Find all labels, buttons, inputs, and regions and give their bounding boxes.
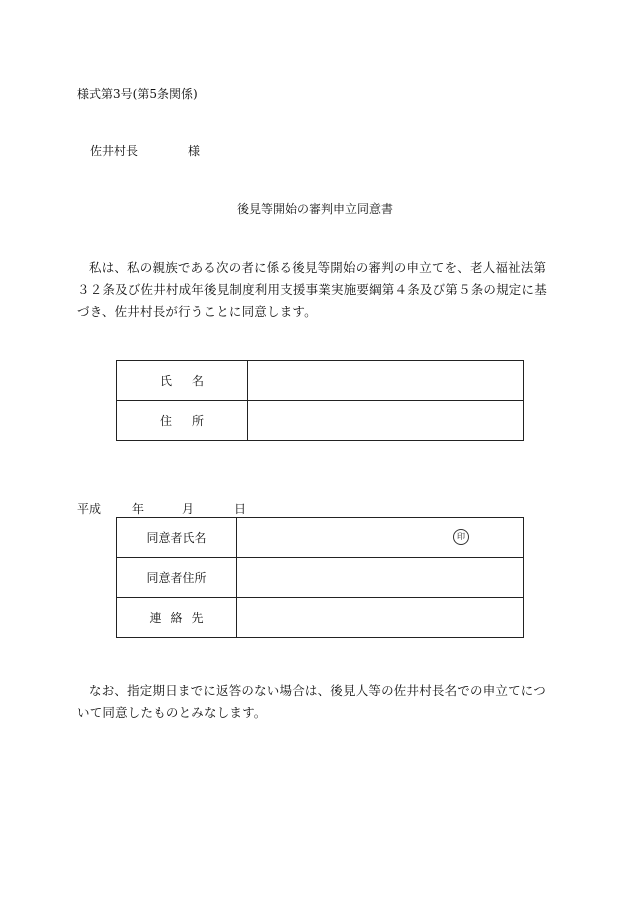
date-era: 平成 [77,502,102,516]
date-month-label: 月 [182,502,195,516]
addressee-name: 佐井村長 [90,144,139,158]
name-label: 氏名 [117,361,248,401]
table-row [117,558,524,598]
contact-label: 連絡先 [117,598,237,638]
consenter-address-field[interactable] [237,558,524,598]
contact-field[interactable] [237,598,524,638]
document-title: 後見等開始の審判申立同意書 [236,202,393,216]
address-field[interactable] [248,401,524,441]
addressee-honorific: 様 [188,144,201,158]
date-year-label: 年 [132,502,145,516]
consent-table [116,517,524,638]
date-day-label: 日 [234,502,247,516]
consenter-name-label: 同意者氏名 [117,518,237,558]
table-row [117,598,524,638]
addressee [90,142,200,159]
consenter-address-label: 同意者住所 [117,558,237,598]
name-field[interactable] [248,361,524,401]
table-row [117,361,524,401]
date-line [77,500,246,517]
person-table [116,360,524,441]
consenter-name-field[interactable] [237,518,524,558]
seal-mark: 印 [453,529,469,545]
note-paragraph: なお、指定期日までに返答のない場合は、後見人等の佐井村長名での申立てについて同意したものとみなします。 [77,683,546,720]
address-label: 住所 [117,401,248,441]
form-number: 様式第3号(第5条関係) [77,87,198,101]
intro-paragraph: 私は、私の親族である次の者に係る後見等開始の審判の申立てを、老人福祉法第３２条及び佐井村成年後見制度利用支援事業実施要綱第４条及び第５条の規定に基づき、佐井村長が行うことに同意します。 [77,260,547,319]
table-row [117,518,524,558]
table-row [117,401,524,441]
